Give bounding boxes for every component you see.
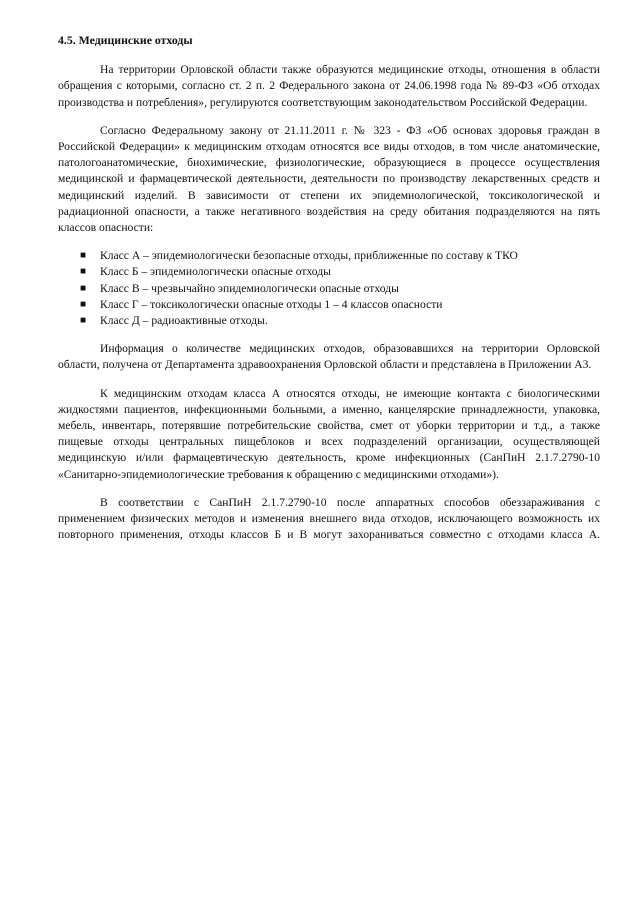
list-item-text: Класс Б – эпидемиологически опасные отходы (100, 265, 331, 279)
list-item (80, 248, 600, 264)
paragraph-info-source: Информация о количестве медицинских отходов, образовавшихся на территории Орловской области, получена от Департамента здравоохранения Орловской области и представлена в Приложении А3. (58, 342, 600, 372)
paragraph-sanpin: В соответствии с СанПиН 2.1.7.2790-10 после аппаратных способов обеззараживания с применением физических методов и изменения внешнего вида отходов, исключающего возможность их повторного применения, отходы классов Б и В могут захораниваться совместно с отходами класса А. (58, 495, 600, 542)
bullet-icon: ■ (80, 315, 87, 327)
bullet-icon: ■ (80, 266, 87, 278)
list-item-text: Класс Д – радиоактивные отходы. (100, 314, 268, 328)
list-item (80, 313, 600, 329)
hazard-classes-list (58, 248, 600, 329)
list-item-text: Класс Г – токсикологически опасные отходы 1 – 4 классов опасности (100, 297, 443, 311)
paragraph-intro: На территории Орловской области также образуются медицинские отходы, отношения в области обращения с которыми, согласно ст. 2 п. 2 Федерального закона от 24.06.1998 года № 89-ФЗ «Об отходах производства и потребления», регулируются соответствующим законодательством Российской Федерации. (58, 63, 600, 109)
paragraph-federal-law: Согласно Федеральному закону от 21.11.2011 г. № 323 - ФЗ «Об основах здоровья граждан в Российской Федерации» к медицинским отходам относятся все виды отходов, в том числе анатомические, патологоанатомические, биохимические, физиологические, образующиеся в процессе осуществления медицинской и фармацевтической деятельности, деятельности по производству лекарственных средств и медицинский изделий. В зависимости от степени их эпидемиологической, токсикологической и радиационной опасности, а также негативного воздействия на среду обитания подразделяются на пять классов опасности: (58, 123, 600, 235)
bullet-icon: ■ (80, 298, 87, 310)
list-item-text: Класс В – чрезвычайно эпидемиологически опасные отходы (100, 281, 399, 295)
bullet-icon: ■ (80, 282, 87, 294)
document-page (58, 32, 600, 555)
list-item (80, 281, 600, 297)
list-item (80, 264, 600, 280)
paragraph-class-a: К медицинским отходам класса А относятся отходы, не имеющие контакта с биологическими жидкостями пациентов, инфекционными больными, а именно, канцелярские принадлежности, упаковка, мебель, инвентарь, потерявшие потребительские свойства, смет от уборки территории и т.д., а также пищевые отходы центральных пищеблоков и всех подразделений организации, осуществляющей медицинскую и/или фармацевтическую деятельность, кроме инфекционных (СанПиН 2.1.7.2790-10 «Санитарно-эпидемиологические требования к обращению с медицинскими отходами»). (58, 386, 600, 481)
list-item (80, 297, 600, 313)
list-item-text: Класс А – эпидемиологически безопасные отходы, приближенные по составу к ТКО (100, 249, 518, 263)
section-heading: 4.5. Медицинские отходы (58, 33, 193, 47)
bullet-icon: ■ (80, 250, 87, 262)
